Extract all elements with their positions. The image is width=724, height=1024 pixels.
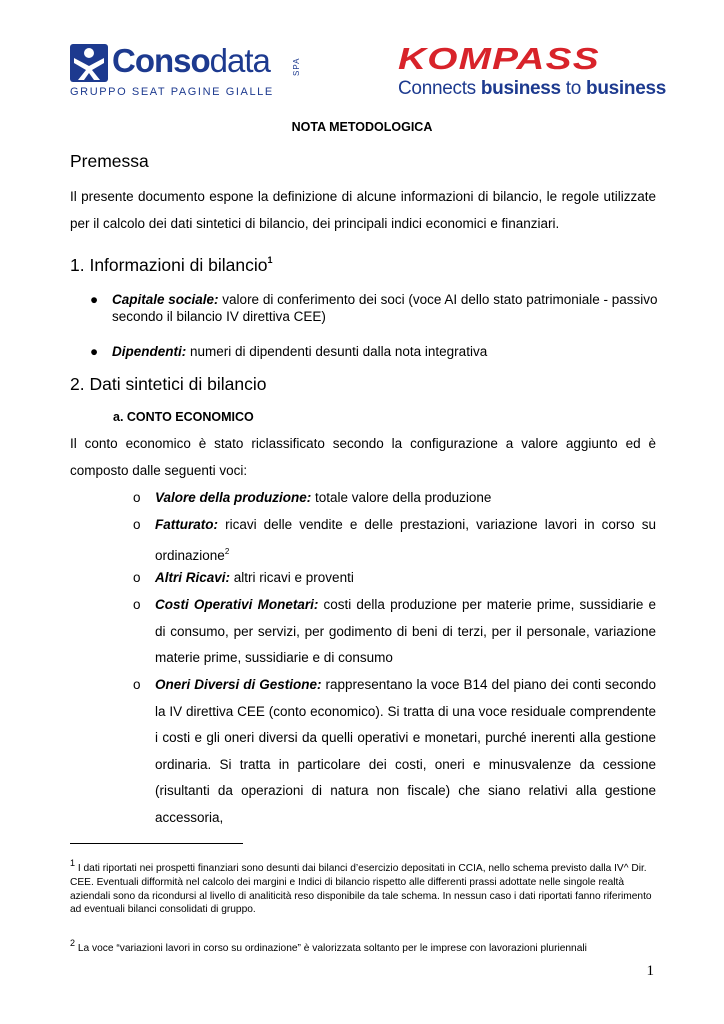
consodata-logo [70, 42, 310, 100]
document-title: NOTA METODOLOGICA [291, 120, 433, 134]
footnote-ref-1: 1 [267, 255, 273, 265]
footnote-1: $^1$ I dati riportati nei prospetti finanziari sono desunti dai bilanci d’esercizio depositati in CCIA, nello schema previsto dalla IV^ Dir. CEE. Eventuali difformità nel calcolo dei margini e Indici di bilancio rispetto alle differenti prassi adottate nelle singole realtà aziendali sono da ricondursi al livello di analiticità reso disponibile da tale schema. In nessun caso i dati riportati fanno riferimento ad eventuali bilanci consolidati di gruppo. [70, 858, 652, 916]
consodata-mark-icon [70, 44, 108, 82]
consodata-wordmark: Consodata [112, 42, 270, 79]
footnote-separator [70, 843, 243, 844]
bullet-icon: ● [90, 292, 99, 307]
page-number: 1 [646, 963, 654, 979]
circle-bullet-icon: o [133, 677, 141, 692]
bullet-icon: ● [90, 344, 99, 359]
circle-bullet-icon: o [133, 597, 141, 612]
document-page: Consodata SPA GRUPPO SEAT PAGINE GIALLE KOMPASS Connects business to business NOTA METODOLOGICA Premessa Il presente documento espone la definizione di alcune informazioni di bilancio, le regole utilizzate per il calcolo dei dati sintetici di bilancio, dei principali indici economici e finanziari. 1. Informazioni di bilancio$^1$ ● Capitale sociale: valore di conferimento dei soci (voce AI dello stato patrimoniale - passivo secondo il bilancio IV direttiva CEE) ● Dipendenti: numeri di dipendenti desunti dalla nota integrativa 2. Dati sintetici di bilancio a. CONTO ECONOMICO Il conto economico è stato riclassificato secondo la configurazione a valore aggiunto ed è composto dalle seguenti voci: o Valore della produzione: totale valore della produzione o Fatturato: ricavi delle vendite e delle prestazioni, variazione lavori in corso su ordinazione$^2$ o Altri Ricavi: altri ricavi e proventi o Costi Operativi Monetari: costi della produzione per materie prime, sussidiarie e di consumo, per servizi, per godimento di beni di terzi, per il personale, variazione materie prime, sussidiarie e di consumo o Oneri Diversi di Gestione: rappresentano la voce B14 del piano dei conti secondo la IV direttiva CEE (conto economico). Si tratta di una voce residuale comprendente i costi e gli oneri diversi da quelli operativi e monetari, purché inerenti alla gestione ordinaria. Si tratta in particolare dei costi, oneri e minusvalenze da cessione (risultanti da operazioni di natura non fiscale) che siano relativi alla gestione accessoria, $^1$ I dati riportati nei prospetti finanziari sono desunti dai bilanci d’esercizio depositati in CCIA, nello schema previsto dalla IV^ Dir. CEE. Eventuali difformità nel calcolo dei margini e Indici di bilancio rispetto alle differenti prassi adottate nelle singole realtà aziendali sono da ricondursi al livello di analiticità reso disponibile da tale schema. In nessun caso i dati riportati fanno riferimento ad eventuali bilanci consolidati di gruppo. $^2$ La voce “variazioni lavori in corso su ordinazione” è valorizzata soltanto per le imprese con lavorazioni pluriennali 1 [0, 0, 724, 1024]
kompass-logo [398, 41, 667, 100]
consodata-spa: SPA [292, 57, 301, 76]
circle-bullet-icon: o [133, 517, 141, 532]
section-2-intro: Il conto economico è stato riclassificato secondo la configurazione a valore aggiunto ed è composto dalle seguenti voci: [70, 436, 656, 478]
kompass-tagline: Connects business to business [398, 78, 667, 99]
premessa-heading: Premessa [70, 151, 149, 171]
circle-bullet-icon: o [133, 490, 141, 505]
section-2-heading: 2. Dati sintetici di bilancio [70, 374, 267, 394]
kompass-wordmark: KOMPASS [398, 41, 600, 76]
section-1-heading: 1. Informazioni di bilancio$^1$ [70, 255, 273, 275]
footnote-ref-2: 2 [224, 546, 230, 556]
premessa-text: Il presente documento espone la definizione di alcune informazioni di bilancio, le regole utilizzate per il calcolo dei dati sintetici di bilancio, dei principali indici economici e finanziari. [70, 189, 656, 231]
consodata-subtitle: GRUPPO SEAT PAGINE GIALLE [70, 86, 274, 98]
circle-bullet-icon: o [133, 570, 141, 585]
footnote-2: $^2$ La voce “variazioni lavori in corso su ordinazione” è valorizzata soltanto per le imprese con lavorazioni pluriennali [70, 938, 587, 954]
subsection-a-heading: a. CONTO ECONOMICO [113, 410, 254, 424]
